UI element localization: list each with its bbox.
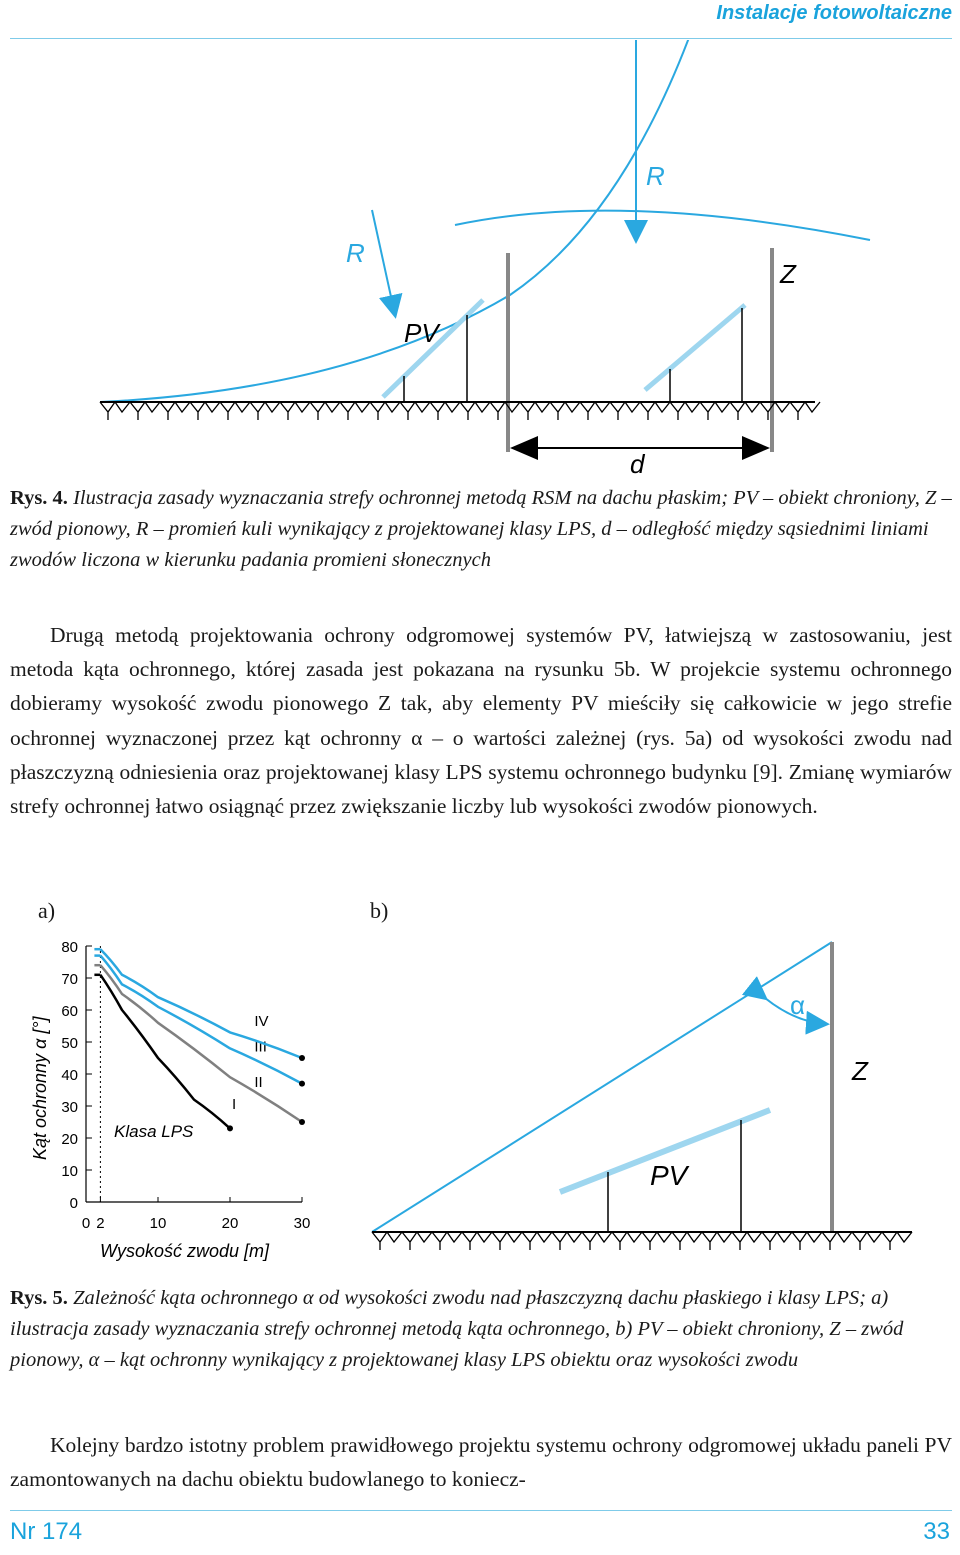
hatch-mark bbox=[822, 1232, 852, 1250]
hatch-mark bbox=[492, 1232, 522, 1250]
hatch-mark bbox=[432, 1232, 462, 1250]
series-endpoint-I bbox=[227, 1125, 233, 1131]
hatch-mark bbox=[702, 1232, 732, 1250]
hatch-mark bbox=[522, 1232, 552, 1250]
y-tick-label: 0 bbox=[69, 1195, 78, 1212]
label-alpha: α bbox=[790, 990, 806, 1020]
y-tick-label: 80 bbox=[61, 939, 78, 956]
body-paragraph-1: Drugą metodą projektowania ochrony odgromowej systemów PV, łatwiejszą w zastosowaniu, jest metoda kąta ochronnego, której zasada jest pokazana na rysunku 5b. W projekcie systemu ochronnego dobieramy wysokość zwodu pionowego Z tak, aby elementy PV mieściły się całkowicie w jego strefie ochronnej wyznaczonej przez kąt ochronny α – o wartości zależnej (rys. 5a) od wysokości zwodu nad płaszczyzną odniesienia oraz projektowanej klasy LPS systemu ochronnego budynku [9]. Zmianę wymiarów strefy ochronnej łatwo osiągnąć przez zwiększanie liczby lub wysokości zwodów pionowych. bbox=[10, 623, 952, 819]
figure4-caption bbox=[10, 483, 952, 576]
hatch-mark bbox=[160, 402, 190, 420]
hatch-mark bbox=[760, 402, 790, 420]
sphere-arc-left bbox=[100, 40, 690, 402]
y-tick-label: 40 bbox=[61, 1067, 78, 1084]
page-number: 33 bbox=[923, 1518, 950, 1545]
chart-series bbox=[94, 949, 305, 1131]
radius-arrow-left bbox=[372, 210, 395, 315]
hatch-mark bbox=[460, 402, 490, 420]
y-tick-label: 30 bbox=[61, 1099, 78, 1116]
series-endpoint-III bbox=[299, 1081, 305, 1087]
hatch-mark bbox=[370, 402, 400, 420]
hatch-mark bbox=[730, 402, 760, 420]
hatch-mark bbox=[582, 1232, 612, 1250]
hatch-mark bbox=[852, 1232, 882, 1250]
running-header: Instalacje fotowoltaiczne bbox=[716, 2, 952, 24]
hatch-mark bbox=[280, 402, 310, 420]
hatch-mark bbox=[310, 402, 340, 420]
hatch-mark bbox=[490, 402, 520, 420]
chart-xlabel: Wysokość zwodu [m] bbox=[100, 1241, 270, 1261]
chart-axes bbox=[86, 946, 302, 1202]
footer-rule bbox=[10, 1510, 952, 1511]
hatch-mark bbox=[792, 1232, 822, 1250]
hatch-mark bbox=[220, 402, 250, 420]
header-rule bbox=[10, 38, 952, 39]
x-tick-label: 20 bbox=[221, 1215, 239, 1232]
x-tick-label: 10 bbox=[149, 1215, 167, 1232]
label-r-left: R bbox=[346, 238, 365, 268]
issue-number: Nr 174 bbox=[10, 1518, 83, 1545]
hatch-mark bbox=[670, 402, 700, 420]
figure4-diagram bbox=[0, 40, 960, 480]
hatch-mark bbox=[672, 1232, 702, 1250]
figure5b-diagram bbox=[360, 930, 960, 1270]
hatch-mark bbox=[790, 402, 820, 420]
series-label-IV: IV bbox=[254, 1013, 269, 1030]
hatch-mark bbox=[580, 402, 610, 420]
hatch-mark bbox=[402, 1232, 432, 1250]
hatch-mark bbox=[462, 1232, 492, 1250]
hatch-mark bbox=[762, 1232, 792, 1250]
y-tick-label: 60 bbox=[61, 1003, 78, 1020]
label-r-right: R bbox=[646, 161, 665, 191]
hatch-mark bbox=[640, 402, 670, 420]
label-z-b: Z bbox=[852, 1056, 868, 1086]
series-line-IV bbox=[100, 949, 302, 1058]
x-tick-label: 0 bbox=[81, 1215, 91, 1232]
hatch-mark bbox=[400, 402, 430, 420]
y-tick-label: 20 bbox=[61, 1131, 78, 1148]
x-tick-label: 2 bbox=[96, 1215, 105, 1232]
hatch-mark bbox=[100, 402, 130, 420]
hatch-mark bbox=[610, 402, 640, 420]
hatch-mark bbox=[190, 402, 220, 420]
hatch-mark bbox=[552, 1232, 582, 1250]
hatch-mark bbox=[700, 402, 730, 420]
chart-annotation-klasa: Klasa LPS bbox=[114, 1122, 194, 1141]
y-tick-label: 10 bbox=[61, 1163, 78, 1180]
hatch-mark bbox=[372, 1232, 402, 1250]
label-pv: PV bbox=[404, 318, 439, 348]
hatch-mark bbox=[250, 402, 280, 420]
ground-hatch-b bbox=[372, 1232, 912, 1250]
hatch-mark bbox=[882, 1232, 912, 1250]
chart-ylabel: Kąt ochronny α [°] bbox=[30, 1016, 50, 1160]
label-d: d bbox=[630, 449, 645, 479]
y-tick-label: 50 bbox=[61, 1035, 78, 1052]
figure4-caption-text: Ilustracja zasady wyznaczania strefy ochronnej metodą RSM na dachu płaskim; PV – obiekt chroniony, Z – zwód pionowy, R – promień kuli wynikający z projektowanej klasy LPS, d – odległość między sąsiednimi liniami zwodów liczona w kierunku padania promieni słonecznych bbox=[10, 487, 952, 571]
hatch-mark bbox=[130, 402, 160, 420]
series-endpoint-IV bbox=[299, 1055, 305, 1061]
x-tick-label: 30 bbox=[293, 1215, 311, 1232]
series-label-II: II bbox=[254, 1073, 263, 1091]
label-pv-b: PV bbox=[650, 1160, 688, 1191]
chart-tick-labels bbox=[61, 939, 310, 1232]
hatch-mark bbox=[520, 402, 550, 420]
hatch-mark bbox=[642, 1232, 672, 1250]
figure5a-chart bbox=[20, 930, 340, 1270]
figure5-caption-text: Zależność kąta ochronnego α od wysokości zwodu nad płaszczyzną dachu płaskiego i klasy LPS; a) ilustracja zasady wyznaczania strefy ochronnej metodą kąta ochronnego, b) PV – obiekt chroniony, Z – zwód pionowy, α – kąt ochronny wynikający z projektowanej klasy LPS obiektu oraz wysokości zwodu bbox=[10, 1287, 904, 1371]
hatch-mark bbox=[340, 402, 370, 420]
panel-label-a: a) bbox=[38, 898, 56, 923]
protection-cone-line bbox=[372, 942, 832, 1232]
figure5-caption-label: Rys. 5. bbox=[10, 1287, 68, 1309]
y-tick-label: 70 bbox=[61, 971, 78, 988]
hatch-mark bbox=[732, 1232, 762, 1250]
hatch-mark bbox=[612, 1232, 642, 1250]
hatch-mark bbox=[550, 402, 580, 420]
series-label-I: I bbox=[232, 1096, 237, 1114]
figure4-caption-label: Rys. 4. bbox=[10, 487, 68, 509]
sphere-arc-right bbox=[455, 211, 870, 240]
body-paragraph-2: Kolejny bardzo istotny problem prawidłowego projektu systemu ochrony odgromowej układu paneli PV zamontowanych na dachu obiektu budowlanego to koniecz- bbox=[10, 1433, 952, 1492]
series-endpoint-II bbox=[299, 1119, 305, 1125]
figure5-caption bbox=[10, 1283, 952, 1376]
panel-label-b: b) bbox=[370, 898, 389, 923]
label-z: Z bbox=[780, 259, 796, 289]
ground-hatch bbox=[100, 402, 820, 420]
series-line-I bbox=[100, 975, 230, 1129]
series-label-III: III bbox=[254, 1038, 267, 1056]
pv-panel-right bbox=[645, 305, 745, 390]
hatch-mark bbox=[430, 402, 460, 420]
